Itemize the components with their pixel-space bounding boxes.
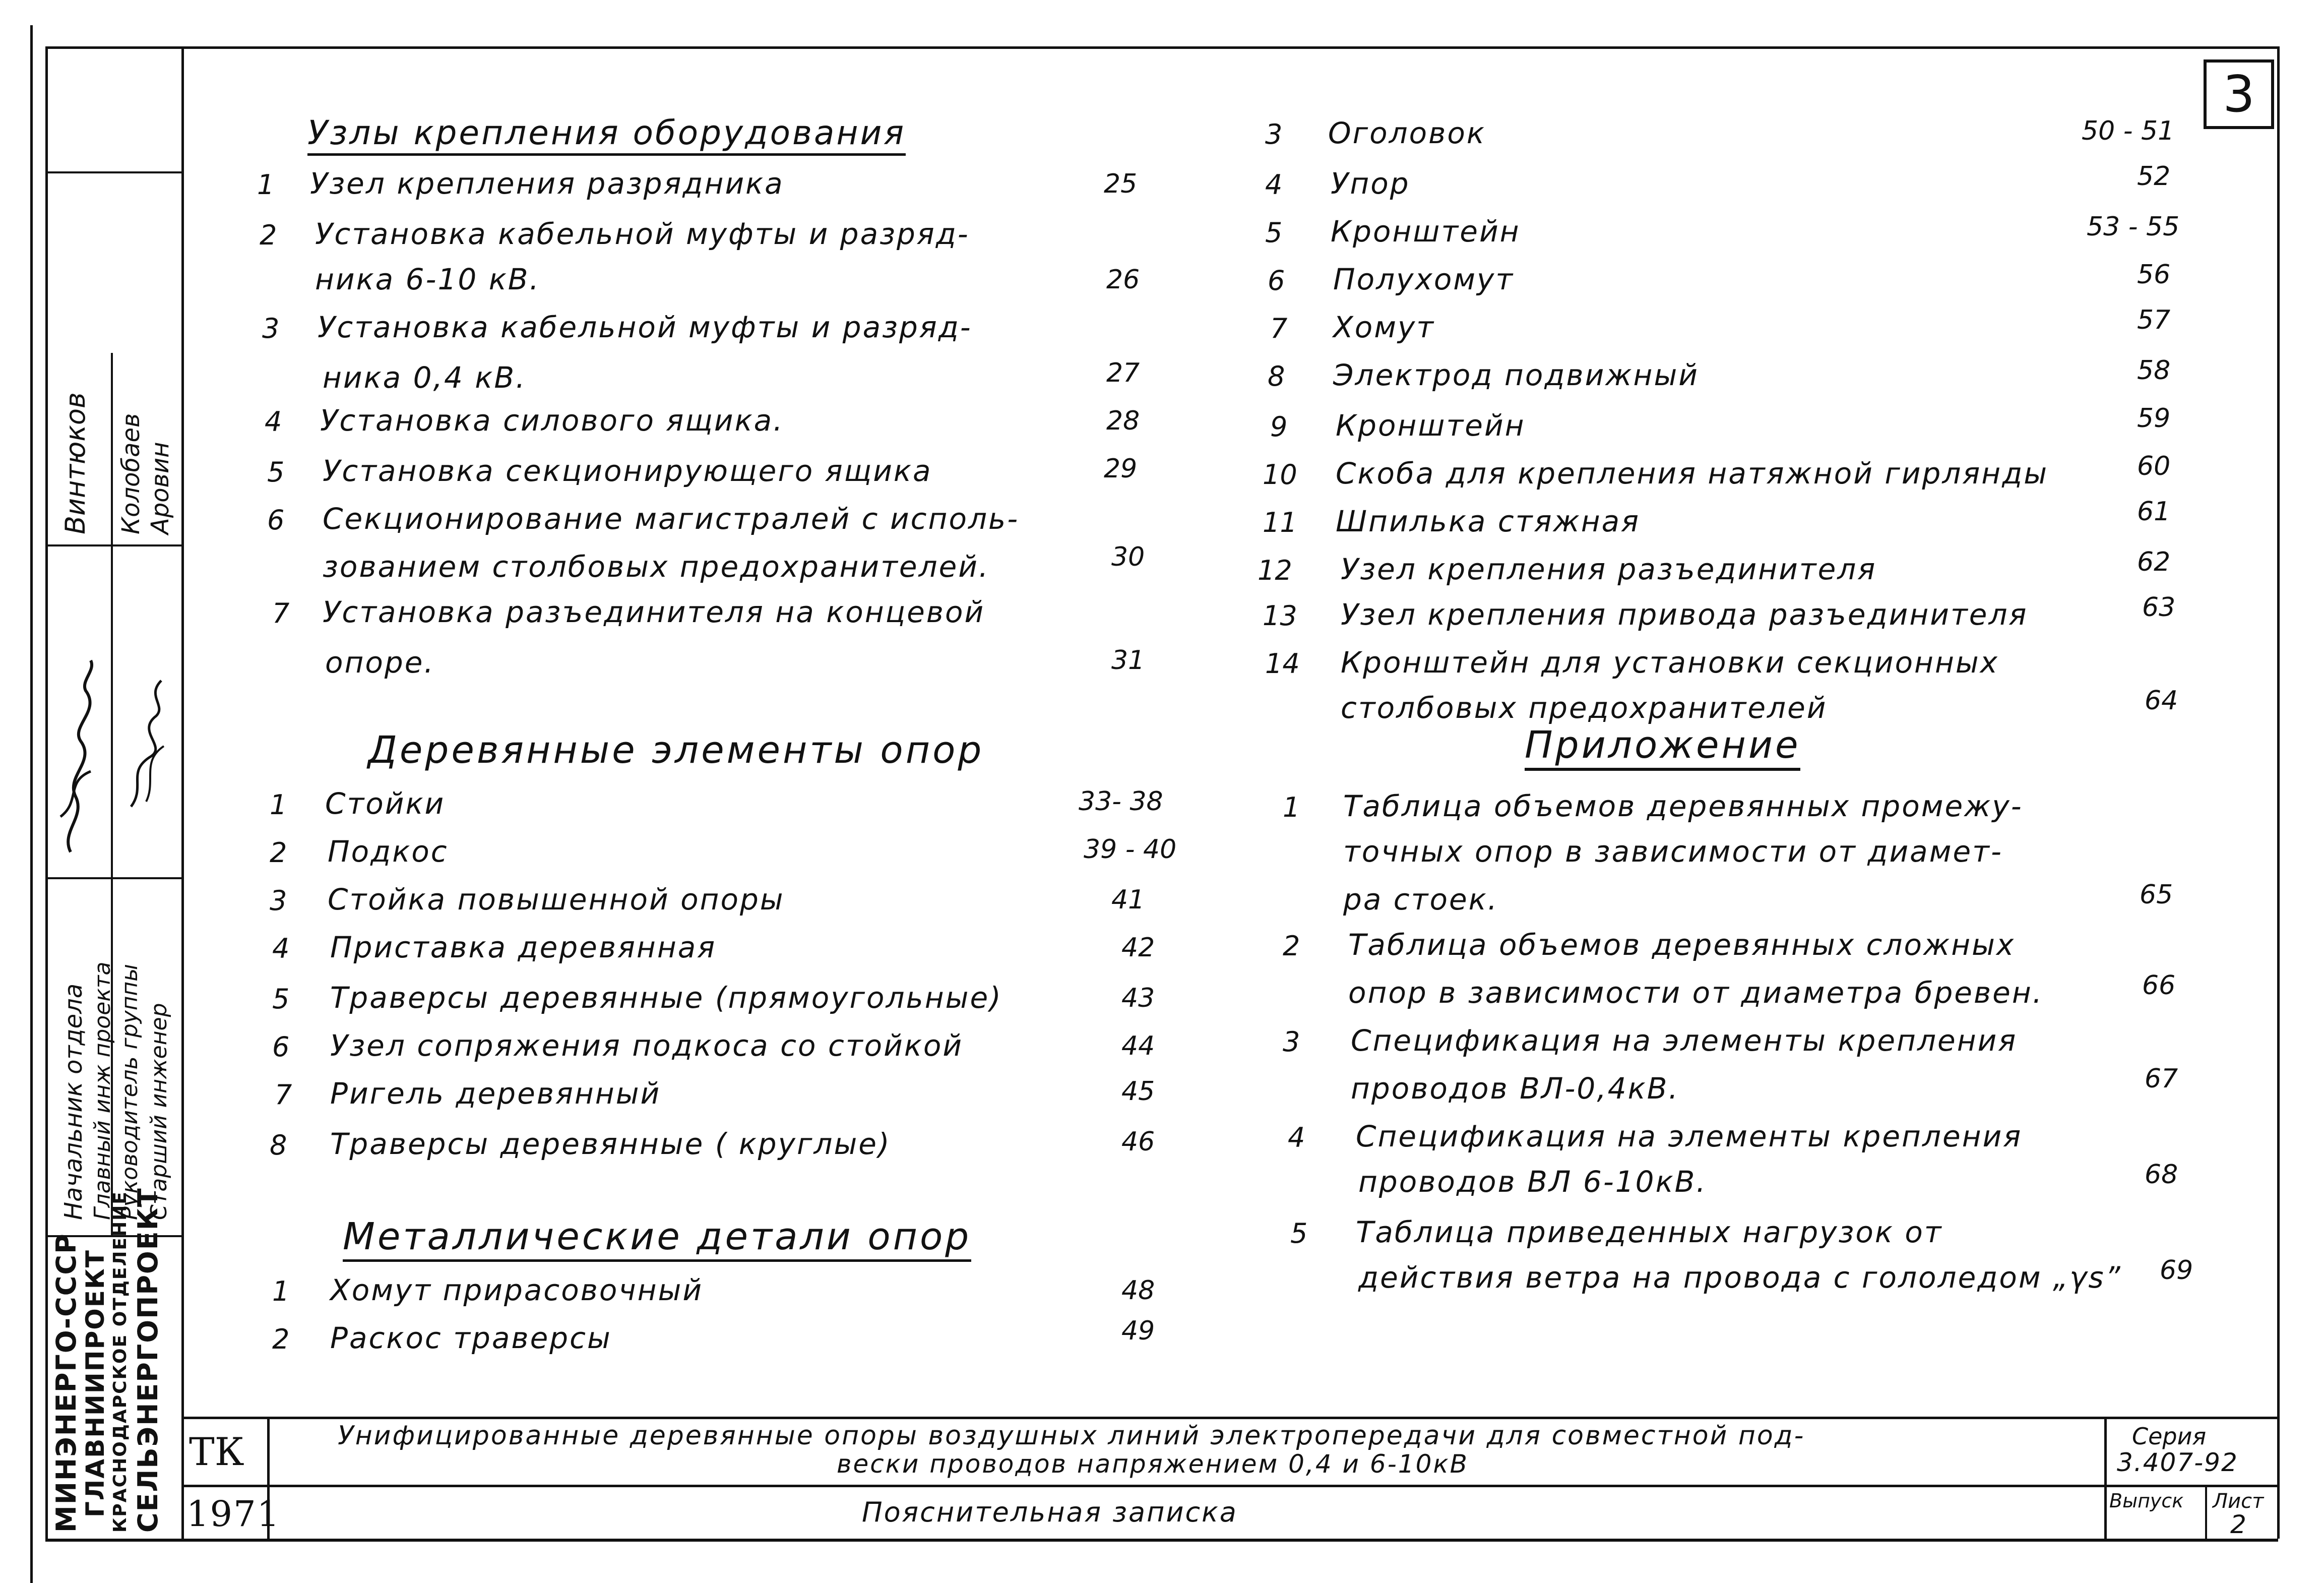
- frame-bottom: [45, 1539, 2278, 1542]
- pril-item-1-l3: ра стоек.: [1343, 882, 1499, 917]
- mc-item-14-l1: Кронштейн для установки секционных: [1341, 645, 1999, 680]
- org-line-3: КРАСНОДАРСКОЕ ОТДЕЛЕНИЕ: [110, 1191, 131, 1533]
- derevo-item-7: Ригель деревянный: [330, 1076, 661, 1111]
- uzly-page-6: 30: [1111, 542, 1145, 572]
- signature-2: [116, 660, 176, 812]
- role-4: Старший инженер: [146, 1003, 172, 1220]
- derevo-item-1: Стойки: [325, 786, 446, 821]
- pril-num-2: 2: [1283, 930, 1300, 962]
- strip-divider-2: [45, 544, 184, 546]
- derevo-num-5: 5: [272, 983, 290, 1015]
- mc-item-13: Узел крепления привода разъединителя: [1341, 597, 2028, 632]
- derevo-page-3: 41: [1111, 885, 1145, 915]
- mc-item-11: Шпилька стяжная: [1336, 504, 1641, 538]
- mc-item-3: Оголовок: [1328, 116, 1486, 150]
- uzly-item-2-l1: Установка кабельной муфты и разряд-: [315, 217, 970, 251]
- heading-derevo: Деревянные элементы опор: [368, 728, 984, 772]
- uzly-num-5: 5: [267, 456, 285, 488]
- uzly-num-1: 1: [257, 169, 275, 201]
- mc-item-12: Узел крепления разъединителя: [1341, 552, 1877, 586]
- derevo-item-6: Узел сопряжения подкоса со стойкой: [330, 1028, 964, 1063]
- uzly-num-3: 3: [262, 313, 280, 344]
- name-3: Аровин: [146, 442, 174, 534]
- mc-num-3: 3: [1265, 118, 1283, 150]
- pril-item-4-l1: Спецификация на элементы крепления: [1356, 1119, 2023, 1153]
- org-line-1: МИНЭНЕРГО-СССР: [50, 1233, 82, 1533]
- mc-page-10: 60: [2137, 451, 2171, 481]
- uzly-page-2: 26: [1106, 265, 1140, 295]
- tb-subtitle: Пояснительная записка: [862, 1496, 1238, 1528]
- tb-title-line-1: Унифицированные деревянные опоры воздушных линий электропередачи для совместной под-: [338, 1421, 1805, 1451]
- mc-page-5: 53 - 55: [2087, 212, 2180, 242]
- uzly-page-5: 29: [1104, 454, 1138, 484]
- derevo-item-5: Траверсы деревянные (прямоугольные): [330, 981, 1002, 1015]
- tb-seria-value: 3.407-92: [2117, 1448, 2238, 1477]
- strip-left-line: [45, 46, 48, 1539]
- mc-item-4: Упор: [1331, 166, 1410, 201]
- derevo-page-2: 39 - 40: [1084, 834, 1177, 865]
- mc-page-13: 63: [2142, 592, 2176, 623]
- mc-num-6: 6: [1268, 265, 1285, 296]
- mc-page-7: 57: [2137, 305, 2171, 335]
- mc-item-14-l2: столбовых предохранителей: [1341, 691, 1828, 725]
- pril-page-3: 67: [2145, 1064, 2178, 1094]
- strip-right-line: [181, 46, 184, 1539]
- uzly-num-4: 4: [265, 406, 282, 438]
- mc-item-7: Хомут: [1333, 310, 1435, 344]
- frame-left-outer: [30, 25, 33, 1583]
- tb-title-line-2: вески проводов напряжением 0,4 и 6-10кВ: [837, 1449, 1469, 1479]
- mc-num-4: 4: [1265, 169, 1283, 201]
- metall-item-2: Раскос траверсы: [330, 1321, 612, 1355]
- pril-item-1-l2: точных опор в зависимости от диамет-: [1343, 834, 2003, 869]
- uzly-item-7-l1: Установка разъединителя на концевой: [323, 595, 985, 629]
- uzly-item-3-l1: Установка кабельной муфты и разряд-: [318, 310, 972, 344]
- tb-tk: ТК: [189, 1429, 244, 1474]
- mc-page-8: 58: [2137, 355, 2171, 386]
- mc-item-10: Скоба для крепления натяжной гирлянды: [1336, 456, 2049, 491]
- derevo-num-2: 2: [270, 837, 287, 869]
- pril-item-1-l1: Таблица объемов деревянных промежу-: [1343, 789, 2023, 823]
- uzly-item-1: Узел крепления разрядника: [310, 166, 784, 201]
- uzly-item-5: Установка секционирующего ящика: [323, 454, 932, 488]
- uzly-item-6-l2: зованием столбовых предохранителей.: [323, 550, 990, 584]
- mc-item-5: Кронштейн: [1331, 214, 1521, 249]
- tb-list-div: [2205, 1485, 2207, 1540]
- tb-mid-line: [181, 1485, 2280, 1487]
- uzly-page-3: 27: [1106, 358, 1140, 388]
- tb-right-div: [2104, 1417, 2107, 1540]
- mc-num-9: 9: [1270, 411, 1288, 443]
- uzly-page-4: 28: [1106, 406, 1140, 436]
- pril-num-1: 1: [1283, 792, 1300, 823]
- mc-page-3: 50 - 51: [2082, 116, 2175, 146]
- mc-item-6: Полухомут: [1333, 262, 1515, 296]
- mc-item-9: Кронштейн: [1336, 408, 1526, 443]
- tb-year: 1971: [186, 1493, 281, 1535]
- org-line-2: ГЛАВНИИПРОЕКТ: [81, 1249, 110, 1517]
- frame-top: [45, 46, 2278, 49]
- derevo-page-6: 44: [1121, 1031, 1155, 1061]
- derevo-page-5: 43: [1121, 983, 1155, 1013]
- mc-item-8: Электрод подвижный: [1333, 358, 1699, 392]
- pril-page-2: 66: [2142, 970, 2176, 1001]
- uzly-num-2: 2: [260, 219, 277, 251]
- mc-page-12: 62: [2137, 547, 2171, 577]
- heading-uzly: Узлы крепления оборудования: [307, 113, 906, 156]
- uzly-item-4: Установка силового ящика.: [320, 403, 784, 438]
- heading-prilozhenie: Приложение: [1525, 723, 1800, 771]
- pril-page-4: 68: [2145, 1160, 2178, 1190]
- signature-1: [50, 650, 111, 862]
- mc-num-10: 10: [1263, 459, 1297, 491]
- uzly-page-1: 25: [1104, 169, 1138, 199]
- metall-num-1: 1: [272, 1275, 290, 1307]
- metall-num-2: 2: [272, 1323, 290, 1355]
- pril-item-5-l1: Таблица приведенных нагрузок от: [1356, 1215, 1943, 1249]
- tb-seria-label: Серия: [2132, 1423, 2207, 1450]
- pril-item-4-l2: проводов ВЛ 6-10кВ.: [1358, 1165, 1707, 1199]
- derevo-num-6: 6: [272, 1031, 290, 1063]
- mc-num-5: 5: [1265, 217, 1283, 249]
- pril-num-4: 4: [1288, 1122, 1305, 1153]
- pril-item-5-l2: действия ветра на провода с гололедом „γs”: [1358, 1260, 2122, 1295]
- derevo-item-4: Приставка деревянная: [330, 930, 717, 964]
- uzly-item-6-l1: Секционирование магистралей с исполь-: [323, 502, 1020, 536]
- pril-num-3: 3: [1283, 1026, 1300, 1058]
- name-2: Колобаев: [117, 413, 145, 534]
- pril-item-2-l2: опор в зависимости от диаметра бревен.: [1348, 976, 2044, 1010]
- metall-item-1: Хомут прирасовочный: [330, 1273, 704, 1307]
- pril-item-2-l1: Таблица объемов деревянных сложных: [1348, 928, 2016, 962]
- mc-page-9: 59: [2137, 403, 2171, 434]
- derevo-item-8: Траверсы деревянные ( круглые): [330, 1127, 891, 1161]
- mc-num-14: 14: [1265, 648, 1300, 680]
- mc-num-7: 7: [1270, 313, 1288, 344]
- pril-num-5: 5: [1290, 1217, 1308, 1249]
- role-2: Главный инж проекта: [90, 961, 115, 1220]
- tb-list-label: Лист: [2213, 1490, 2264, 1513]
- name-1: Винтюков: [59, 392, 91, 534]
- tb-list-value: 2: [2230, 1510, 2246, 1539]
- derevo-num-8: 8: [270, 1129, 287, 1161]
- mc-page-14: 64: [2145, 686, 2178, 716]
- mc-page-11: 61: [2137, 497, 2171, 527]
- uzly-page-7: 31: [1111, 645, 1145, 676]
- pril-page-1: 65: [2140, 880, 2173, 910]
- derevo-num-1: 1: [270, 789, 287, 821]
- derevo-num-7: 7: [275, 1079, 292, 1111]
- tb-vypusk-label: Выпуск: [2109, 1490, 2184, 1512]
- mc-page-6: 56: [2137, 260, 2171, 290]
- org-line-4: СЕЛЬЭНЕРГОПРОЕКТ: [132, 1187, 164, 1533]
- metall-page-1: 48: [1121, 1275, 1155, 1306]
- page-number-box: [2204, 59, 2274, 129]
- derevo-num-4: 4: [272, 933, 290, 964]
- derevo-page-4: 42: [1121, 933, 1155, 963]
- pril-item-3-l1: Спецификация на элементы крепления: [1351, 1023, 2018, 1058]
- mc-num-13: 13: [1263, 600, 1297, 632]
- uzly-item-3-l2: ника 0,4 кВ.: [323, 360, 527, 395]
- pril-page-5: 69: [2160, 1255, 2193, 1286]
- derevo-num-3: 3: [270, 885, 287, 917]
- derevo-page-8: 46: [1121, 1127, 1155, 1157]
- uzly-num-7: 7: [272, 597, 290, 629]
- frame-right: [2277, 46, 2280, 1539]
- derevo-item-2: Подкос: [328, 834, 449, 869]
- derevo-page-1: 33- 38: [1079, 786, 1163, 817]
- page-number: 3: [2223, 65, 2255, 124]
- derevo-page-7: 45: [1121, 1076, 1155, 1107]
- role-3: Руководитель группы: [117, 963, 143, 1220]
- uzly-num-6: 6: [267, 504, 285, 536]
- mc-num-12: 12: [1258, 555, 1292, 586]
- strip-divider-1: [45, 171, 184, 173]
- tb-top-line: [181, 1417, 2280, 1419]
- pril-item-3-l2: проводов ВЛ-0,4кВ.: [1351, 1071, 1679, 1106]
- mc-num-8: 8: [1268, 360, 1285, 392]
- uzly-item-2-l2: ника 6-10 кВ.: [315, 262, 540, 296]
- uzly-item-7-l2: опоре.: [325, 645, 435, 680]
- mc-page-4: 52: [2137, 161, 2171, 192]
- role-1: Начальник отдела: [59, 983, 88, 1220]
- mc-num-11: 11: [1263, 507, 1297, 538]
- heading-metall: Металлические детали опор: [343, 1215, 971, 1262]
- metall-page-2: 49: [1121, 1316, 1155, 1346]
- strip-divider-3: [45, 877, 184, 879]
- derevo-item-3: Стойка повышенной опоры: [328, 882, 785, 917]
